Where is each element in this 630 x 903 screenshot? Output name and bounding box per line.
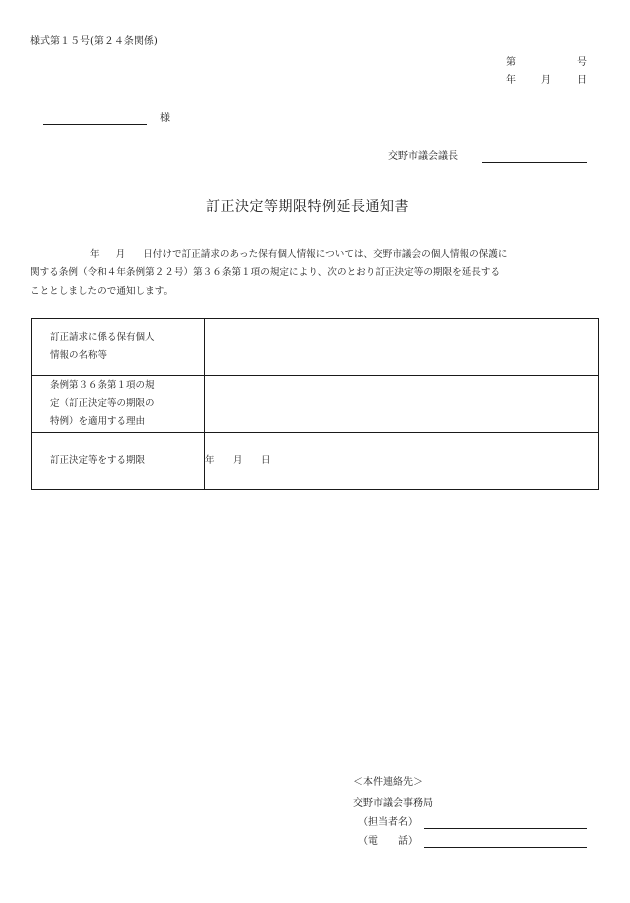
row-label-reason: 条例第３６条第１項の規 定（訂正決定等の期限の 特例）を適用する理由 <box>32 376 205 433</box>
addressee-suffix: 様 <box>160 113 170 124</box>
body-line-1 <box>30 248 602 262</box>
body-line-3: こととしましたので通知します。 <box>30 286 174 297</box>
contact-heading: ＜本件連絡先＞ <box>353 777 423 788</box>
contact-phone-label: （電 話） <box>358 836 418 847</box>
contact-phone-line <box>424 847 587 848</box>
reason-field[interactable] <box>205 376 599 433</box>
doc-date-day: 日 <box>577 75 587 86</box>
contact-person-label: （担当者名） <box>358 817 418 828</box>
doc-date-year: 年 <box>506 75 516 86</box>
body-date-year: 年 <box>90 249 100 260</box>
contact-person-line <box>424 828 587 829</box>
document-title: 訂正決定等期限特例延長通知書 <box>206 199 409 215</box>
deadline-field[interactable] <box>205 433 599 490</box>
table-row <box>32 433 599 490</box>
doc-date-month: 月 <box>541 75 551 86</box>
body-line-2: 関する条例（令和４年条例第２２号）第３６条第１項の規定により、次のとおり訂正決定等の期限を延長する <box>30 267 501 278</box>
notice-table <box>31 318 599 490</box>
record-name-field[interactable] <box>205 319 599 376</box>
deadline-day: 日 <box>261 455 272 466</box>
deadline-year: 年 <box>205 455 216 466</box>
table-row <box>32 376 599 433</box>
table-row <box>32 319 599 376</box>
addressee-blank-line <box>43 124 147 125</box>
doc-number-suffix: 号 <box>577 57 587 68</box>
sender-title: 交野市議会議長 <box>388 151 458 162</box>
sender-signature-line <box>482 162 587 163</box>
form-number-header: 様式第１５号(第２４条関係) <box>30 36 158 47</box>
body-line-1-text: 日付けで訂正請求のあった保有個人情報については、交野市議会の個人情報の保護に <box>143 249 508 260</box>
row-label-record-name: 訂正請求に係る保有個人 情報の名称等 <box>32 319 205 376</box>
row-label-deadline: 訂正決定等をする期限 <box>32 433 205 490</box>
contact-office: 交野市議会事務局 <box>353 798 433 809</box>
deadline-month: 月 <box>233 455 244 466</box>
doc-number-prefix: 第 <box>506 57 516 68</box>
body-date-month: 月 <box>115 249 126 260</box>
